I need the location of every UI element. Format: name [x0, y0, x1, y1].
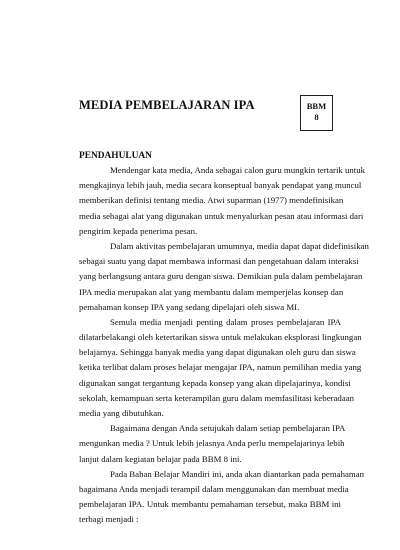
body-line: yang berlangsung antara guru dengan siswa. Demikian pula dalam pembelajaran	[79, 271, 363, 282]
body-line: Bagaimana dengan Anda setujukah dalam setiap pembelajaran IPA	[110, 423, 346, 434]
body-line: Dalam aktivitas pembelajaran umumnya, media dapat dapat didefinisikan	[110, 240, 369, 251]
body-line: Pada Bahan Belajar Mandiri ini, anda akan diantarkan pada pemahaman	[110, 468, 365, 479]
body-line: sekolah, kemampuan serta keterampilan guru dalam memfasilitasi keberadaan	[79, 392, 355, 403]
body-line: belajarnya. Sehingga banyak media yang dapat digunakan oleh guru dan siswa	[79, 347, 356, 358]
body-line: bagaimana Anda menjadi terampil dalam menggunakan dan membuat media	[79, 483, 349, 494]
badge-number: 8	[314, 112, 319, 122]
body-line: mengkajinya lebih jauh, media secara konseptual banyak pendapat yang muncul	[79, 180, 362, 191]
body-text	[79, 163, 369, 528]
body-line: dilatarbelakangi oleh ketertarikan siswa untuk melakukan eksplorasi lingkungan	[79, 332, 362, 343]
body-line: media sebagai alat yang digunakan untuk menyalurkan pesan atau informasi dari	[79, 210, 364, 221]
body-line: lanjut dalam kegiatan belajar pada BBM 8 ini.	[79, 453, 242, 464]
body-line: IPA media merupakan alat yang membantu dalam memperjelas konsep dan	[79, 286, 344, 297]
section-heading: PENDAHULUAN	[79, 151, 152, 161]
module-badge	[300, 95, 333, 131]
body-line: media yang dibutuhkan.	[79, 408, 164, 418]
badge-label: BBM	[306, 101, 327, 111]
body-line: memberikan definisi tentang media. Atwi suparman (1977) mendefinisikan	[79, 195, 344, 206]
body-line: ketika terlibat dalam proses belajar mengajar IPA, namun pemilihan media yang	[79, 362, 362, 373]
body-line: terbagi menjadi :	[79, 514, 139, 525]
body-line: pengirim kepada penerima pesan.	[79, 225, 198, 236]
body-line: Mendengar kata media, Anda sebagai calon guru mungkin tertarik untuk	[110, 165, 366, 175]
body-line: digunakan sangat tergantung kepada konsep yang akan dipelajarinya, kondisi	[79, 377, 351, 388]
body-line: sebagai suatu yang dapat membawa informasi dan pengetahuan dalam interaksi	[79, 256, 359, 267]
body-line: mengunkan media ? Untuk lebih jelasnya Anda perlu mempelajarinya lebih	[79, 438, 345, 449]
body-line: pembelajaran IPA. Untuk membantu pemahaman tersebut, maka BBM ini	[79, 499, 341, 510]
body-line: pemahaman konsep IPA yang sedang dipelajari oleh siswa MI.	[79, 301, 300, 312]
body-line: Semula media menjadi penting dalam proses pembelajaran IPA	[110, 316, 341, 327]
document-title: MEDIA PEMBELAJARAN IPA	[79, 98, 255, 112]
